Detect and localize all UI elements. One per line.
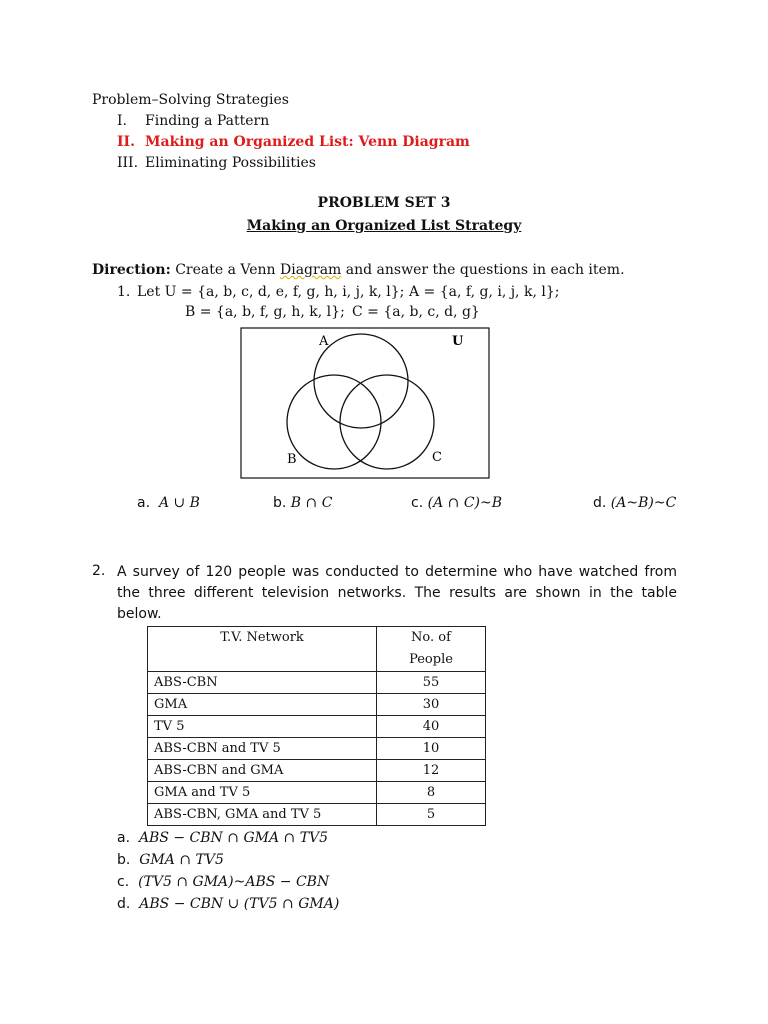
- table-row: ABS-CBN, GMA and TV 5 5: [148, 804, 486, 826]
- table-header-network: T.V. Network: [148, 627, 377, 672]
- direction-text-before: Create a Venn: [175, 262, 280, 278]
- table-row: GMA 30: [148, 694, 486, 716]
- item2-line-1: A survey of 120 people was conducted to determine who have watched from: [117, 564, 677, 580]
- item1-question-c: c. (A ∩ C)~B: [411, 495, 503, 511]
- network-table: [147, 626, 486, 826]
- circle-b: [287, 375, 381, 469]
- circle-c: [340, 375, 434, 469]
- venn-label-b: B: [287, 452, 297, 467]
- item2-question-c: c. (TV5 ∩ GMA)~ABS − CBN: [117, 874, 330, 890]
- item2-paragraph: [117, 562, 677, 625]
- item2-question-b: b. GMA ∩ TV5: [117, 852, 224, 868]
- table-row: GMA and TV 5 8: [148, 782, 486, 804]
- item1-number: 1.: [117, 284, 131, 300]
- table-header-count: No. of People: [377, 627, 486, 672]
- universe-rectangle: [241, 328, 489, 478]
- item2-line-3: below.: [117, 606, 162, 622]
- item1-set-b: B = {a, b, f, g, h, k, l};: [185, 304, 345, 320]
- strategy-3-number: III.: [117, 155, 139, 171]
- item1-set-u: Let U = {a, b, c, d, e, f, g, h, i, j, k, l};: [137, 284, 405, 300]
- venn-label-a: A: [319, 334, 329, 349]
- venn-diagram: [240, 327, 490, 479]
- direction-line: [92, 262, 625, 278]
- direction-label: Direction:: [92, 262, 171, 278]
- item2-question-a: a. ABS − CBN ∩ GMA ∩ TV5: [117, 830, 329, 846]
- direction-text-after: and answer the questions in each item.: [341, 262, 625, 278]
- strategy-2-number: II.: [117, 134, 135, 150]
- header-title: Problem–Solving Strategies: [92, 92, 289, 108]
- table-row: ABS-CBN and GMA 12: [148, 760, 486, 782]
- direction-wavy-word: Diagram: [280, 262, 342, 278]
- item1-set-a: A = {a, f, g, i, j, k, l};: [409, 284, 560, 300]
- item1-question-d: d. (A~B)~C: [593, 495, 677, 511]
- table-row: ABS-CBN 55: [148, 672, 486, 694]
- item2-line-2: the three different television networks. The results are shown in the table: [117, 585, 677, 601]
- item2-number: 2.: [92, 563, 106, 579]
- table-header-row: [148, 627, 486, 672]
- strategy-2-label: Making an Organized List: Venn Diagram: [145, 134, 470, 150]
- strategy-1-number: I.: [117, 113, 127, 129]
- strategy-1-label: Finding a Pattern: [145, 113, 270, 129]
- item1-question-b: b. B ∩ C: [273, 495, 333, 511]
- table-row: TV 5 40: [148, 716, 486, 738]
- strategy-3-label: Eliminating Possibilities: [145, 155, 316, 171]
- venn-label-u: U: [452, 334, 464, 349]
- problem-set-subtitle: Making an Organized List Strategy: [246, 218, 522, 234]
- table-row: ABS-CBN and TV 5 10: [148, 738, 486, 760]
- venn-label-c: C: [432, 450, 442, 465]
- item2-question-d: d. ABS − CBN ∪ (TV5 ∩ GMA): [117, 896, 340, 912]
- problem-set-title: PROBLEM SET 3: [317, 195, 451, 211]
- item1-set-c: C = {a, b, c, d, g}: [352, 304, 480, 320]
- item1-question-a: a. A ∪ B: [137, 495, 200, 511]
